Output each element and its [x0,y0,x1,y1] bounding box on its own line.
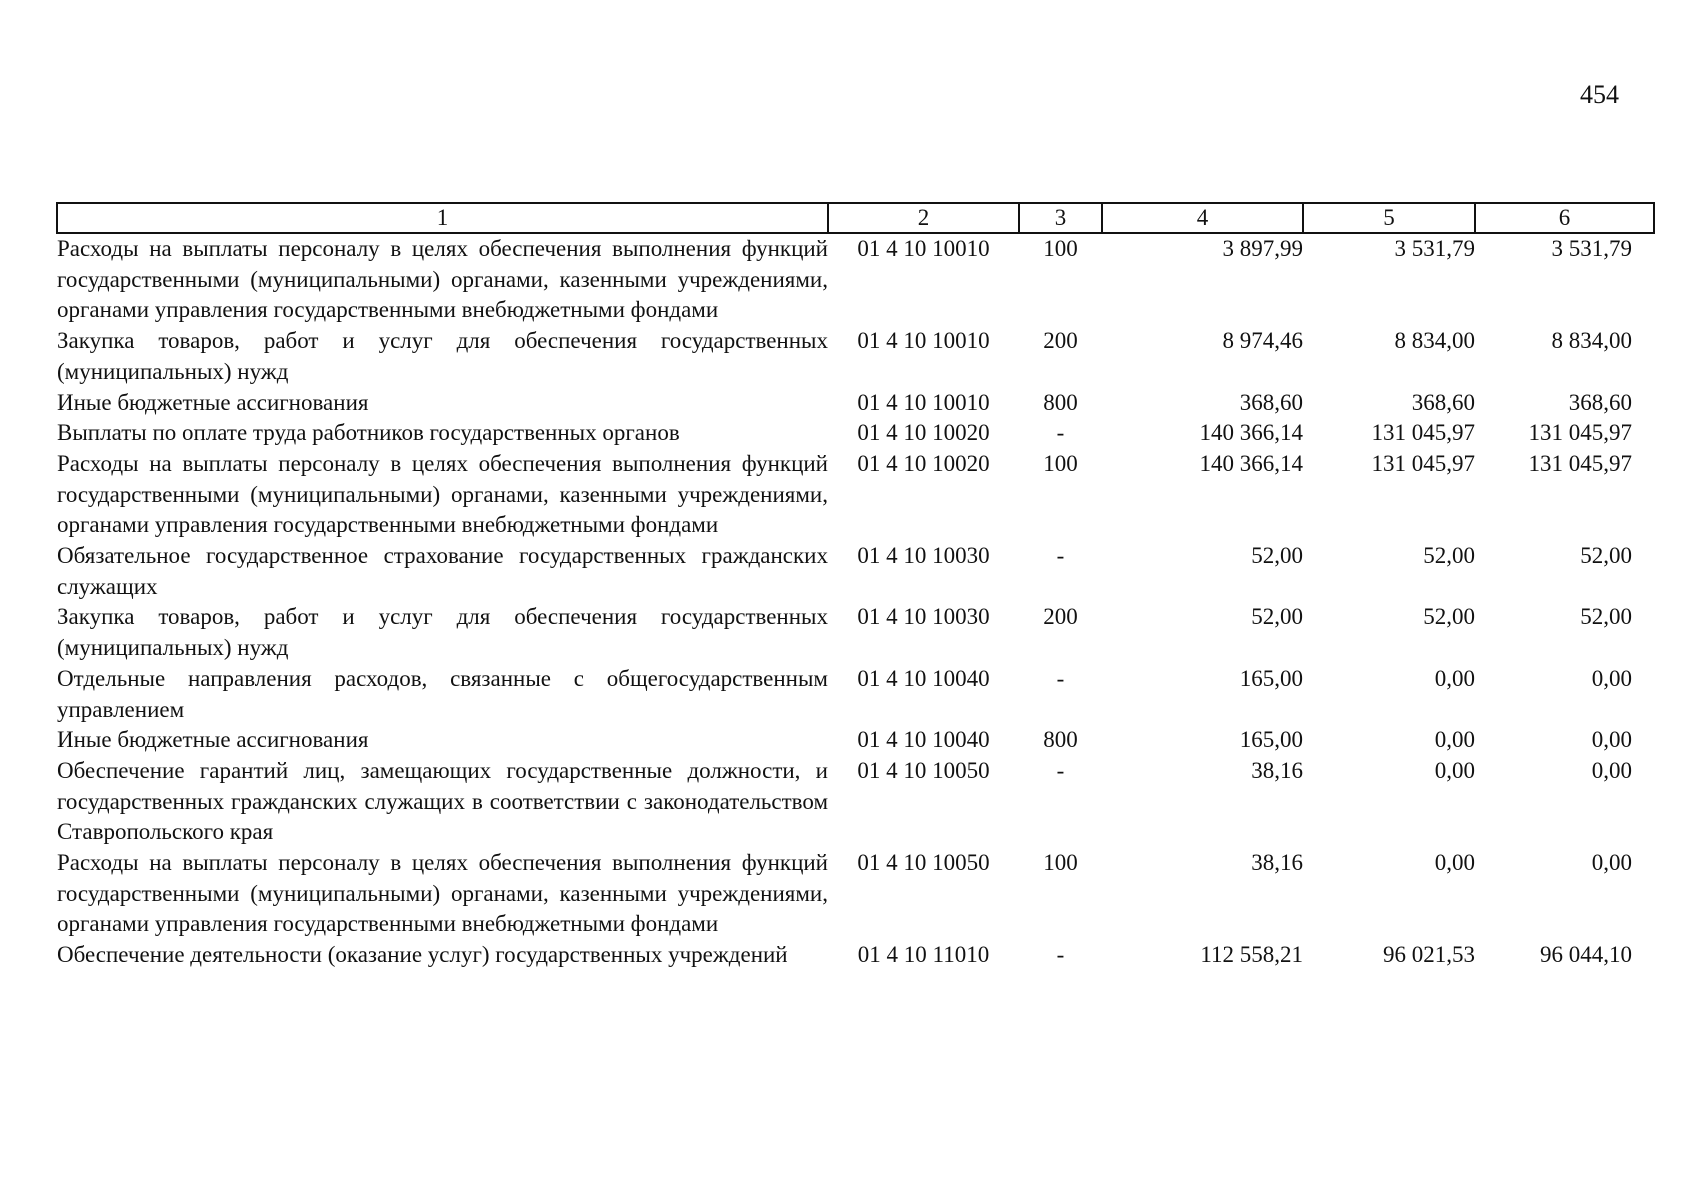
row-kbk-code: 01 4 10 10010 [857,389,990,415]
row-kbk-code: 01 4 10 10050 [857,757,990,783]
row-name: Иные бюджетные ассигнования [57,389,369,415]
row-value-col4: 140 366,14 [1199,450,1303,476]
row-value-col6: 368,60 [1568,389,1632,415]
table-row [57,756,1654,848]
header-col-6: 6 [1475,203,1654,233]
row-kbk-code: 01 4 10 10010 [857,236,990,261]
row-kbk-code: 01 4 10 10050 [857,850,990,876]
row-value-col4: 52,00 [1251,604,1303,630]
row-value-col4: 38,16 [1251,850,1303,876]
table-row [57,326,1654,387]
row-expense-type: 200 [1043,604,1078,630]
row-expense-type: - [1056,665,1065,691]
row-name: Обязательное государственное страхование государственных гражданских служащих [57,543,828,599]
page-number: 454 [1580,80,1619,109]
table-row [57,602,1654,663]
row-name: Расходы на выплаты персоналу в целях обеспечения выполнения функций государственными (муниципальными) органами, казенными учреждениями, органами управления государственными внебюджетными фондами [57,236,828,323]
row-expense-type: 200 [1043,328,1078,354]
row-value-col5: 0,00 [1434,727,1475,753]
row-name: Обеспечение деятельности (оказание услуг) государственных учреждений [57,942,788,968]
row-value-col6: 8 834,00 [1551,328,1632,354]
row-value-col4: 140 366,14 [1199,420,1303,446]
row-value-col5: 52,00 [1423,543,1475,569]
header-col-4: 4 [1102,203,1303,233]
row-expense-type: - [1056,420,1065,446]
row-expense-type: - [1056,942,1065,968]
row-value-col4: 112 558,21 [1200,942,1303,968]
row-name: Выплаты по оплате труда работников государственных органов [57,420,680,446]
row-expense-type: 100 [1043,236,1078,261]
row-name: Закупка товаров, работ и услуг для обеспечения государственных (муниципальных) нужд [57,604,828,661]
table-row [57,940,1654,971]
row-value-col5: 96 021,53 [1383,942,1475,968]
row-name: Расходы на выплаты персоналу в целях обеспечения выполнения функций государственными (муниципальными) органами, казенными учреждениями, органами управления государственными внебюджетными фондами [57,450,828,538]
row-name: Обеспечение гарантий лиц, замещающих государственные должности, и государственных гражданских служащих в соответствии с законодательством Ставропольского края [57,757,828,845]
row-value-col4: 8 974,46 [1222,328,1303,354]
row-value-col5: 368,60 [1411,389,1475,415]
row-name: Расходы на выплаты персоналу в целях обеспечения выполнения функций государственными (муниципальными) органами, казенными учреждениями, органами управления государственными внебюджетными фондами [57,850,828,937]
row-value-col6: 52,00 [1580,604,1632,630]
row-value-col5: 0,00 [1434,757,1475,783]
row-value-col4: 52,00 [1251,543,1303,569]
row-value-col6: 131 045,97 [1528,450,1632,476]
header-col-5: 5 [1303,203,1475,233]
row-value-col6: 0,00 [1591,665,1632,691]
header-col-2: 2 [828,203,1019,233]
row-expense-type: 800 [1043,389,1078,415]
row-name: Иные бюджетные ассигнования [57,727,369,753]
row-value-col4: 3 897,99 [1222,236,1303,261]
table-row [57,848,1654,940]
row-value-col5: 131 045,97 [1371,450,1475,476]
row-kbk-code: 01 4 10 10020 [857,450,990,476]
table-row [57,388,1654,419]
row-value-col6: 0,00 [1591,850,1632,876]
row-value-col5: 8 834,00 [1394,328,1475,354]
row-name: Отдельные направления расходов, связанные с общегосударственным управлением [57,665,828,722]
table-row [57,541,1654,602]
row-expense-type: - [1056,543,1065,569]
table-row [57,233,1654,326]
row-value-col5: 0,00 [1434,665,1475,691]
row-value-col6: 0,00 [1591,727,1632,753]
row-kbk-code: 01 4 10 10010 [857,328,990,354]
row-expense-type: 800 [1043,727,1078,753]
budget-table [56,202,1655,971]
row-kbk-code: 01 4 10 10030 [857,604,990,630]
row-value-col4: 165,00 [1239,665,1303,691]
table-row [57,418,1654,449]
table-body [57,233,1654,971]
row-name: Закупка товаров, работ и услуг для обеспечения государственных (муниципальных) нужд [57,328,828,384]
row-value-col5: 0,00 [1434,850,1475,876]
row-expense-type: - [1056,757,1065,783]
row-value-col6: 0,00 [1591,757,1632,783]
table-row [57,725,1654,756]
header-col-3: 3 [1019,203,1102,233]
table-row [57,664,1654,725]
row-kbk-code: 01 4 10 11010 [857,942,990,968]
row-kbk-code: 01 4 10 10040 [857,727,990,753]
row-value-col6: 96 044,10 [1540,942,1632,968]
row-value-col4: 368,60 [1239,389,1303,415]
row-kbk-code: 01 4 10 10020 [857,420,990,446]
row-value-col5: 131 045,97 [1371,420,1475,446]
row-expense-type: 100 [1043,450,1078,476]
row-value-col6: 3 531,79 [1551,236,1632,261]
row-value-col5: 3 531,79 [1394,236,1475,261]
row-value-col4: 165,00 [1239,727,1303,753]
row-value-col6: 131 045,97 [1528,420,1632,446]
row-kbk-code: 01 4 10 10040 [857,665,990,691]
row-value-col4: 38,16 [1251,757,1303,783]
header-col-1: 1 [57,203,828,233]
table-row [57,449,1654,541]
row-value-col5: 52,00 [1423,604,1475,630]
row-value-col6: 52,00 [1580,543,1632,569]
row-kbk-code: 01 4 10 10030 [857,543,990,569]
table-header-row [57,203,1654,233]
row-expense-type: 100 [1043,850,1078,876]
